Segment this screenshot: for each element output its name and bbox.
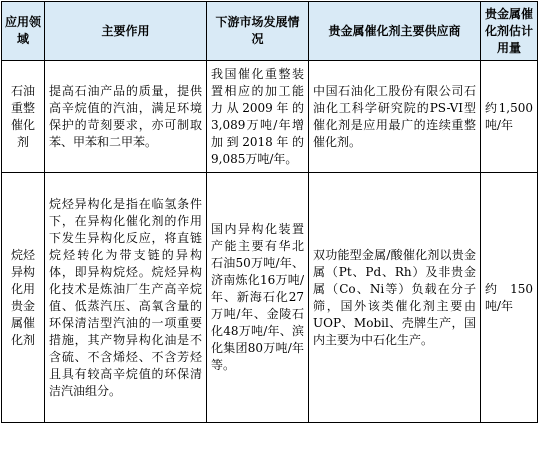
cell-suppliers: 双功能型金属/酸催化剂以贵金属（Pt、Pd、Rh）及非贵金属（Co、Ni等）负载在分子筛，国外该类催化剂主要由UOP、Mobil、壳牌生产，国内主要为中石化生产。 [309,173,481,423]
table-row [2,61,538,173]
header-role: 主要作用 [45,2,207,61]
header-suppliers: 贵金属催化剂主要供应商 [309,2,481,61]
header-market: 下游市场发展情况 [207,2,309,61]
cell-role: 提高石油产品的质量，提供高辛烷值的汽油，满足环境保护的苛刻要求，亦可制取苯、甲苯和二甲苯。 [45,61,207,173]
cell-field: 烷烃异构化用贵金属催化剂 [2,173,45,423]
cell-suppliers: 中国石油化工股份有限公司石油化工科学研究院的PS-VI型催化剂是应用最广的连续重整催化剂。 [309,61,481,173]
cell-market: 国内异构化装置产能主要有华北石油50万吨/年、济南炼化16万吨/年、新海石化27万吨/年、金陵石化48万吨/年、滨化集团80万吨/年等。 [207,173,309,423]
cell-role: 烷烃异构化是指在临氢条件下，在异构化催化剂的作用下发生异构化反应，将直链烷烃转化为带支链的异构体，即异构烷烃。烷烃异构化技术是炼油厂生产高辛烷值、低蒸汽压、高氧含量的环保清洁型汽油的一项重要措施，其产物异构化油是不含硫、不含烯烃、不含芳烃且具有较高辛烷值的环保清洁汽油组分。 [45,173,207,423]
catalyst-table [1,1,538,423]
cell-usage: 约1,500吨/年 [481,61,538,173]
cell-usage: 约 150吨/年 [481,173,538,423]
cell-field: 石油重整催化剂 [2,61,45,173]
table-row [2,173,538,423]
cell-market: 我国催化重整装置相应的加工能力从2009年的3,089万吨/年增加到2018年的9,085万吨/年。 [207,61,309,173]
header-field: 应用领域 [2,2,45,61]
header-row [2,2,538,61]
header-usage: 贵金属催化剂估计用量 [481,2,538,61]
